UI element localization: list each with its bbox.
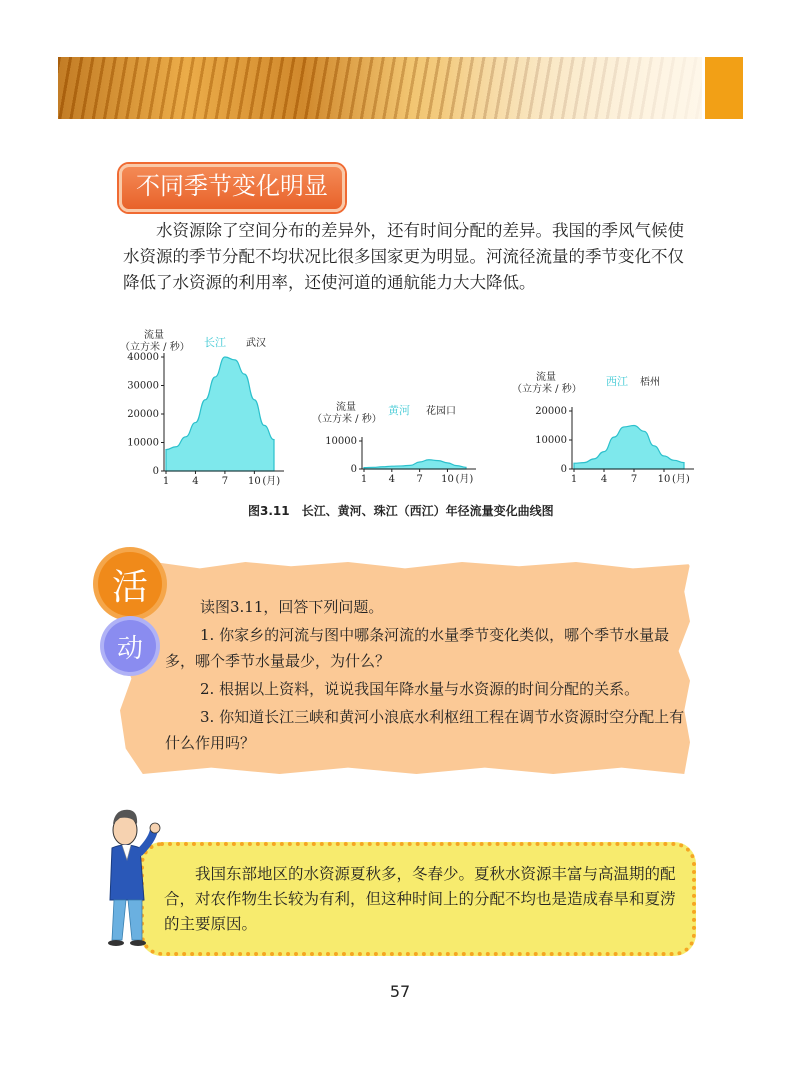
teacher-illustration <box>100 800 170 950</box>
activity-badge-gear-icon <box>104 620 156 672</box>
y-tick-label: 30000 <box>127 380 159 392</box>
x-axis-label: (月) <box>262 476 281 487</box>
y-axis-unit: （立方米 / 秒） <box>312 414 382 425</box>
x-tick-label: 10 <box>247 476 261 487</box>
x-axis-label: (月) <box>672 474 690 485</box>
y-tick-label: 10000 <box>127 437 159 449</box>
y-tick-label: 0 <box>350 464 357 475</box>
x-tick-label: 1 <box>162 476 170 487</box>
header-banner-photo <box>58 57 702 119</box>
activity-badge-gear-icon <box>98 552 162 616</box>
station-name: 梧州 <box>640 377 660 388</box>
y-tick-label: 0 <box>152 466 159 477</box>
x-tick-label: 7 <box>416 474 423 485</box>
x-tick-label: 10 <box>441 474 454 485</box>
y-axis-label: 流量 <box>536 372 556 383</box>
y-axis-label: 流量 <box>144 330 164 341</box>
x-tick-label: 4 <box>600 474 608 485</box>
chart-area-series <box>166 357 274 471</box>
activity-badge-2: 动 <box>116 633 143 664</box>
chart-xijiang-svg <box>510 372 700 490</box>
y-axis-unit: （立方米 / 秒） <box>120 342 190 353</box>
chart-area-series <box>574 426 684 470</box>
y-axis-label: 流量 <box>336 402 356 413</box>
activity-question-1: 1. 你家乡的河流与图中哪条河流的水量季节变化类似，哪个季节水量最多，哪个季节水量最少，为什么？ <box>165 626 670 670</box>
x-tick-label: 10 <box>657 474 671 485</box>
x-tick-label: 7 <box>630 474 638 485</box>
station-name: 花园口 <box>426 406 456 417</box>
tip-text: 我国东部地区的水资源夏秋多，冬春少。夏秋水资源丰富与高温期的配合，对农作物生长较为有利，但这种时间上的分配不均也是造成春旱和夏涝的主要原因。 <box>164 865 676 933</box>
activity-question-3: 3. 你知道长江三峡和黄河小浪底水利枢纽工程在调节水资源时空分配上有什么作用吗？ <box>165 708 685 752</box>
section-title: 不同季节变化明显 <box>119 164 345 212</box>
y-tick-label: 10000 <box>325 436 357 447</box>
river-name: 西江 <box>606 375 628 388</box>
tip-box <box>140 842 696 956</box>
chart-huanghe <box>310 402 480 496</box>
x-tick-label: 1 <box>570 474 578 485</box>
station-name: 武汉 <box>246 338 266 349</box>
river-name: 黄河 <box>388 404 410 417</box>
figure-caption: 图3.11 长江、黄河、珠江（西江）年径流量变化曲线图 <box>248 504 554 518</box>
chart-changjiang-svg <box>120 330 290 490</box>
x-axis-label: (月) <box>455 474 474 485</box>
chart-huanghe-svg <box>310 402 480 492</box>
x-tick-label: 7 <box>221 476 229 487</box>
activity-intro: 读图3.11，回答下列问题。 <box>200 598 384 616</box>
x-tick-label: 1 <box>360 474 368 485</box>
x-tick-label: 4 <box>388 474 396 485</box>
y-axis-unit: （立方米 / 秒） <box>512 384 582 395</box>
chart-area-series <box>364 460 466 469</box>
chart-changjiang <box>120 330 290 494</box>
intro-paragraph: 水资源除了空间分布的差异外，还有时间分配的差异。我国的季风气候使水资源的季节分配不均状况比很多国家更为明显。河流径流量的季节变化不仅降低了水资源的利用率，还使河道的通航能力大大降低。 <box>123 221 684 292</box>
x-tick-label: 4 <box>192 476 199 487</box>
activity-question-2: 2. 根据以上资料，说说我国年降水量与水资源的时间分配的关系。 <box>200 680 640 698</box>
y-tick-label: 40000 <box>127 352 159 363</box>
y-tick-label: 20000 <box>535 406 567 417</box>
page-number: 57 <box>389 982 411 1001</box>
chart-xijiang <box>510 372 700 494</box>
header-accent-block <box>705 57 743 119</box>
y-tick-label: 20000 <box>127 409 159 420</box>
y-tick-label: 10000 <box>535 435 567 446</box>
activity-badge-1: 活 <box>111 566 148 608</box>
y-tick-label: 0 <box>560 464 567 475</box>
river-name: 长江 <box>204 336 226 349</box>
